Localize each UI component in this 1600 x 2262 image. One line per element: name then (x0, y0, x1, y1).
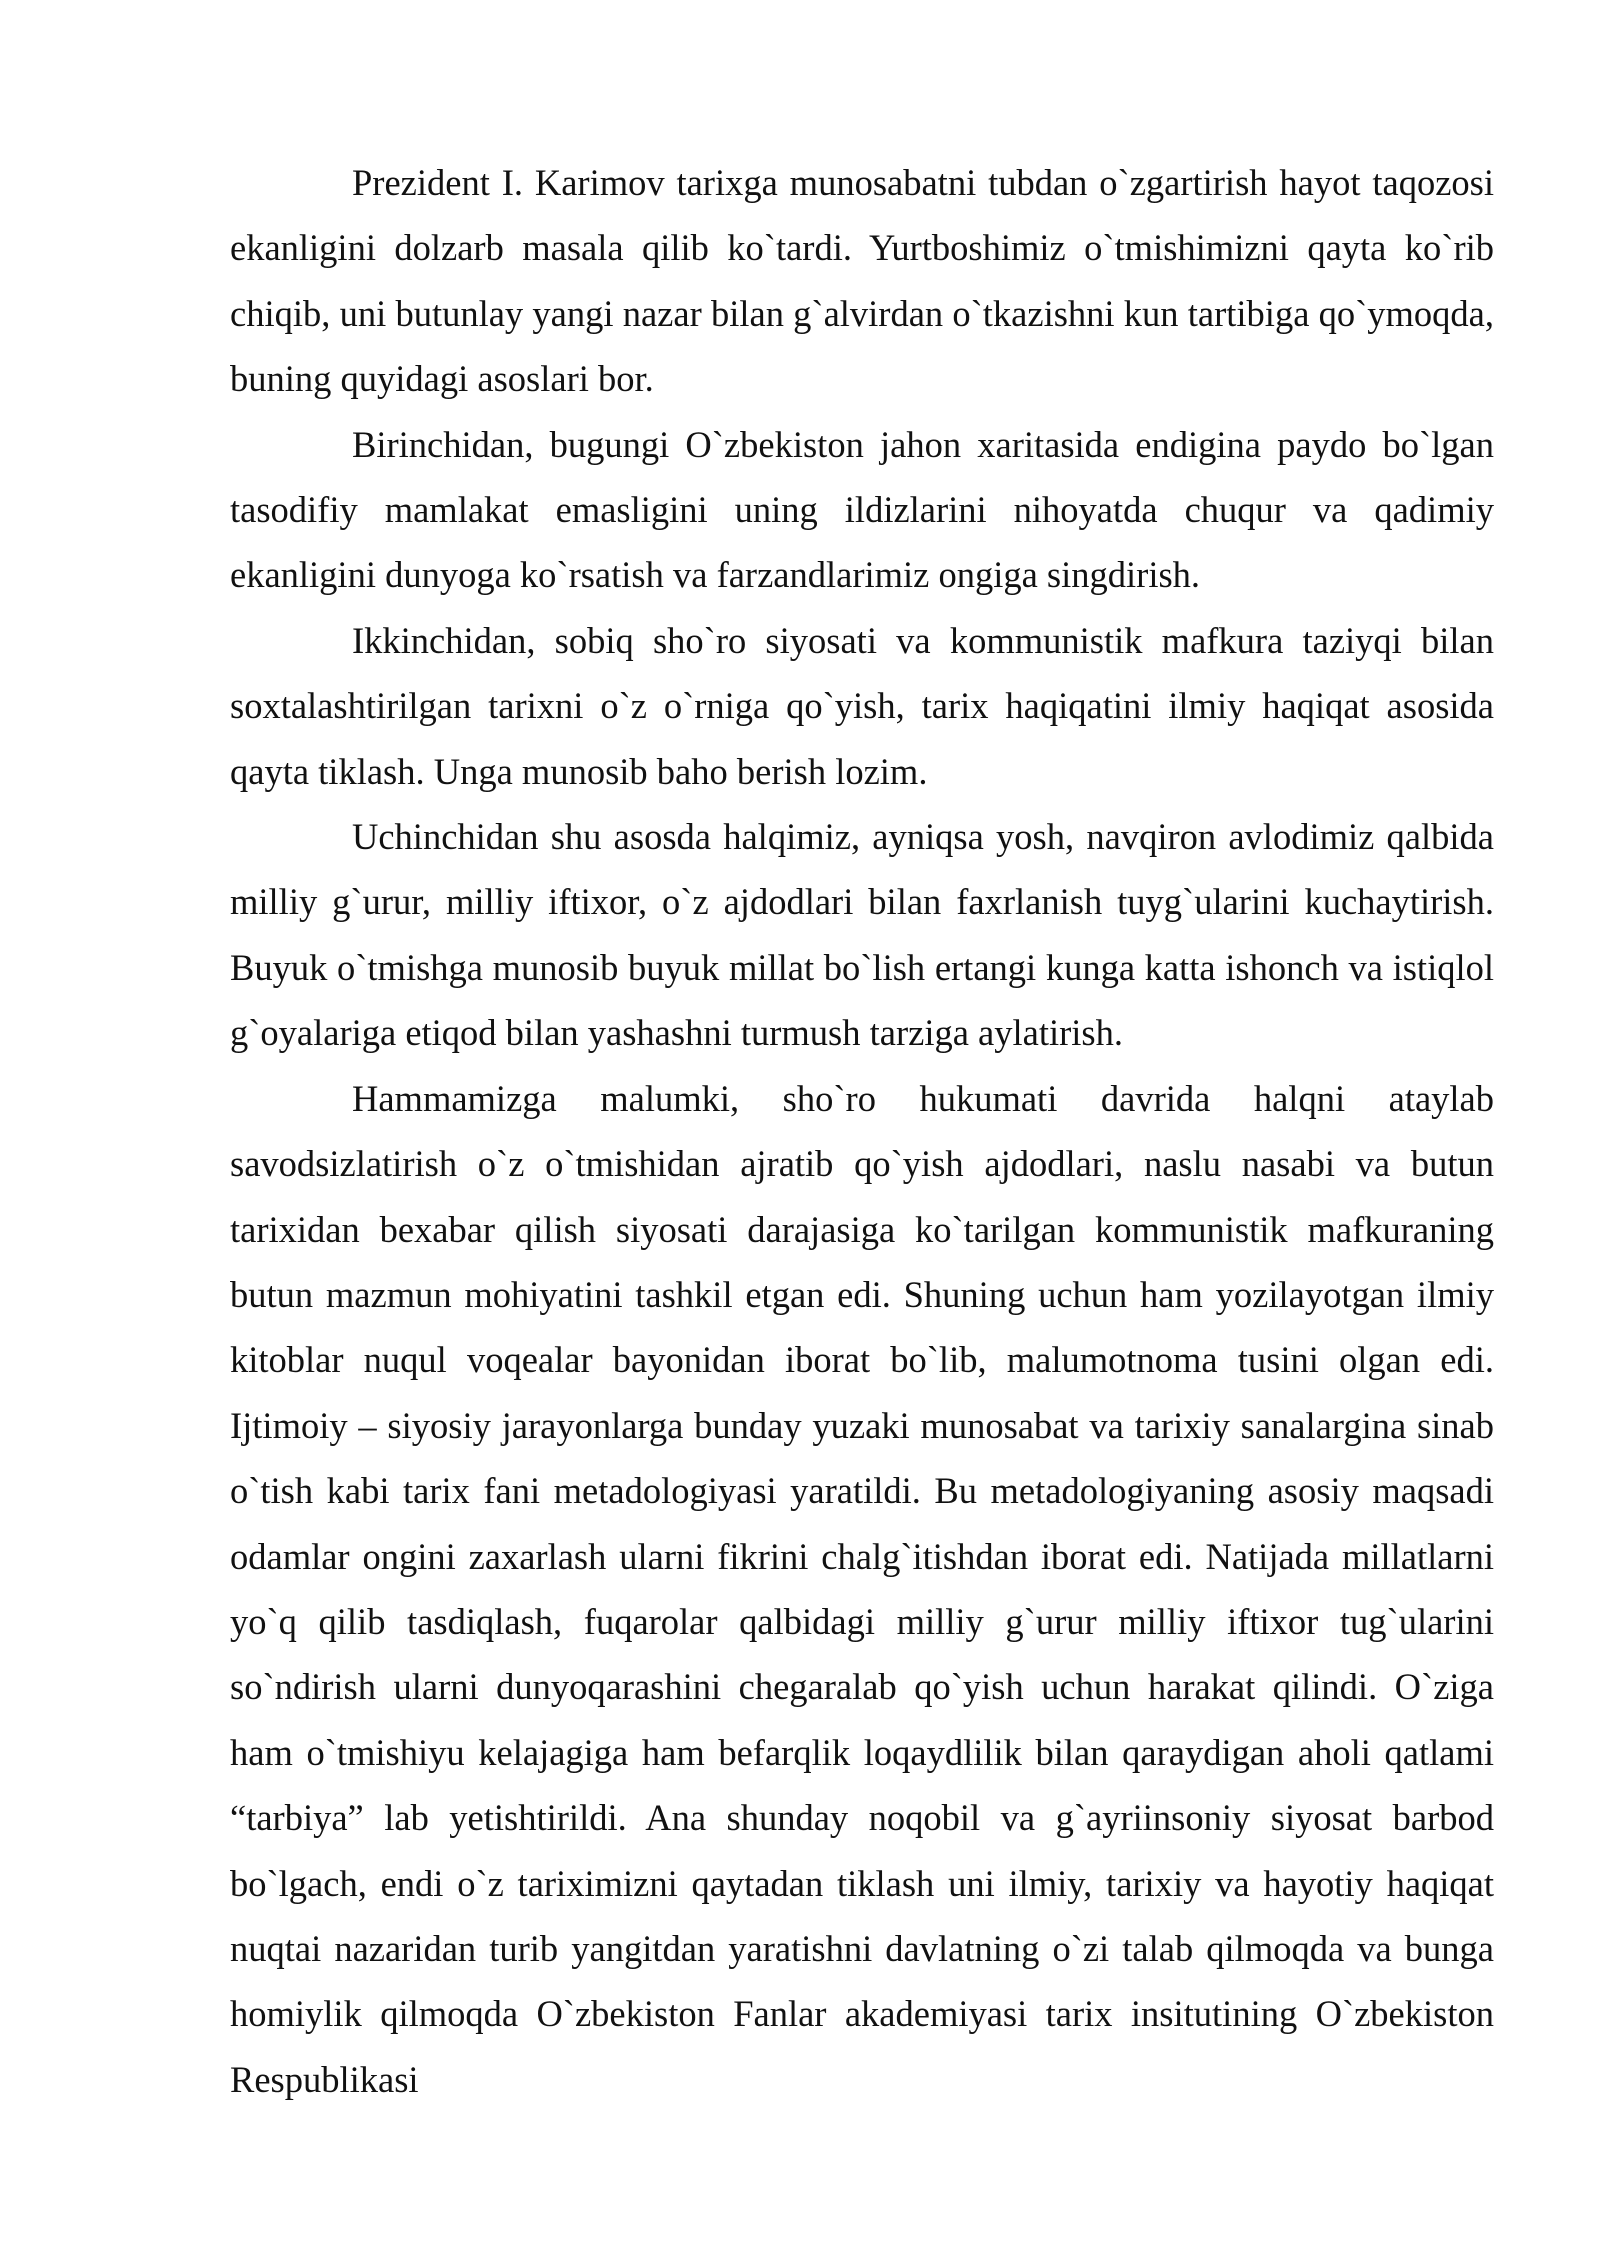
paragraph-4: Uchinchidan shu asosda halqimiz, ayniqsa yosh, navqiron avlodimiz qalbida milliy g`urur, milliy iftixor, o`z ajdodlari bilan faxrlanish tuyg`ularini kuchaytirish. Buyuk o`tmishga munosib buyuk millat bo`lish ertangi kunga katta ishonch va istiqlol g`oyalariga etiqod bilan yashashni turmush tarziga aylatirish. (230, 816, 1494, 1054)
paragraph-2: Birinchidan, bugungi O`zbekiston jahon xaritasida endigina paydo bo`lgan tasodifiy mamlakat emasligini uning ildizlarini nihoyatda chuqur va qadimiy ekanligini dunyoga ko`rsatish va farzandlarimiz ongiga singdirish. (230, 423, 1494, 596)
body-text (230, 150, 1494, 2112)
paragraph-1: Prezident I. Karimov tarixga munosabatni tubdan o`zgartirish hayot taqozosi ekanligini dolzarb masala qilib ko`tardi. Yurtboshimiz o`tmishimizni qayta ko`rib chiqib, uni butunlay yangi nazar bilan g`alvirdan o`tkazishni kun tartibiga qo`ymoqda, buning quyidagi asoslari bor. (230, 162, 1494, 400)
paragraph-5: Hammamizga malumki, sho`ro hukumati davrida halqni ataylab savodsizlatirish o`z o`tmishidan ajratib qo`yish ajdodlari, naslu nasabi va butun tarixidan bexabar qilish siyosati darajasiga ko`tarilgan kommunistik mafkuraning butun mazmun mohiyatini tashkil etgan edi. Shuning uchun ham yozilayotgan ilmiy kitoblar nuqul voqealar bayonidan iborat bo`lib, malumotnoma tusini olgan edi. Ijtimoiy – siyosiy jarayonlarga bunday yuzaki munosabat va tarixiy sanalargina sinab o`tish kabi tarix fani metadologiyasi yaratildi. Bu metadologiyaning asosiy maqsadi odamlar ongini zaxarlash ularni fikrini chalg`itishdan iborat edi. Natijada millatlarni yo`q qilib tasdiqlash, fuqarolar qalbidagi milliy g`urur milliy iftixor tug`ularini so`ndirish ularni dunyoqarashini chegaralab qo`yish uchun harakat qilindi. O`ziga ham o`tmishiyu kelajagiga ham befarqlik loqaydlilik bilan qaraydigan aholi qatlami “tarbiya” lab yetishtirildi. Ana shunday noqobil va g`ayriinsoniy siyosat barbod bo`lgach, endi o`z tariximizni qaytadan tiklash uni ilmiy, tarixiy va hayotiy haqiqat nuqtai nazaridan turib yangitdan yaratishni davlatning o`zi talab qilmoqda va bunga homiylik qilmoqda O`zbekiston Fanlar akademiyasi tarix insitutining O`zbekiston Respublikasi (230, 1077, 1494, 2100)
paragraph-3: Ikkinchidan, sobiq sho`ro siyosati va kommunistik mafkura taziyqi bilan soxtalashtirilgan tarixni o`z o`rniga qo`yish, tarix haqiqatini ilmiy haqiqat asosida qayta tiklash. Unga munosib baho berish lozim. (230, 619, 1494, 792)
